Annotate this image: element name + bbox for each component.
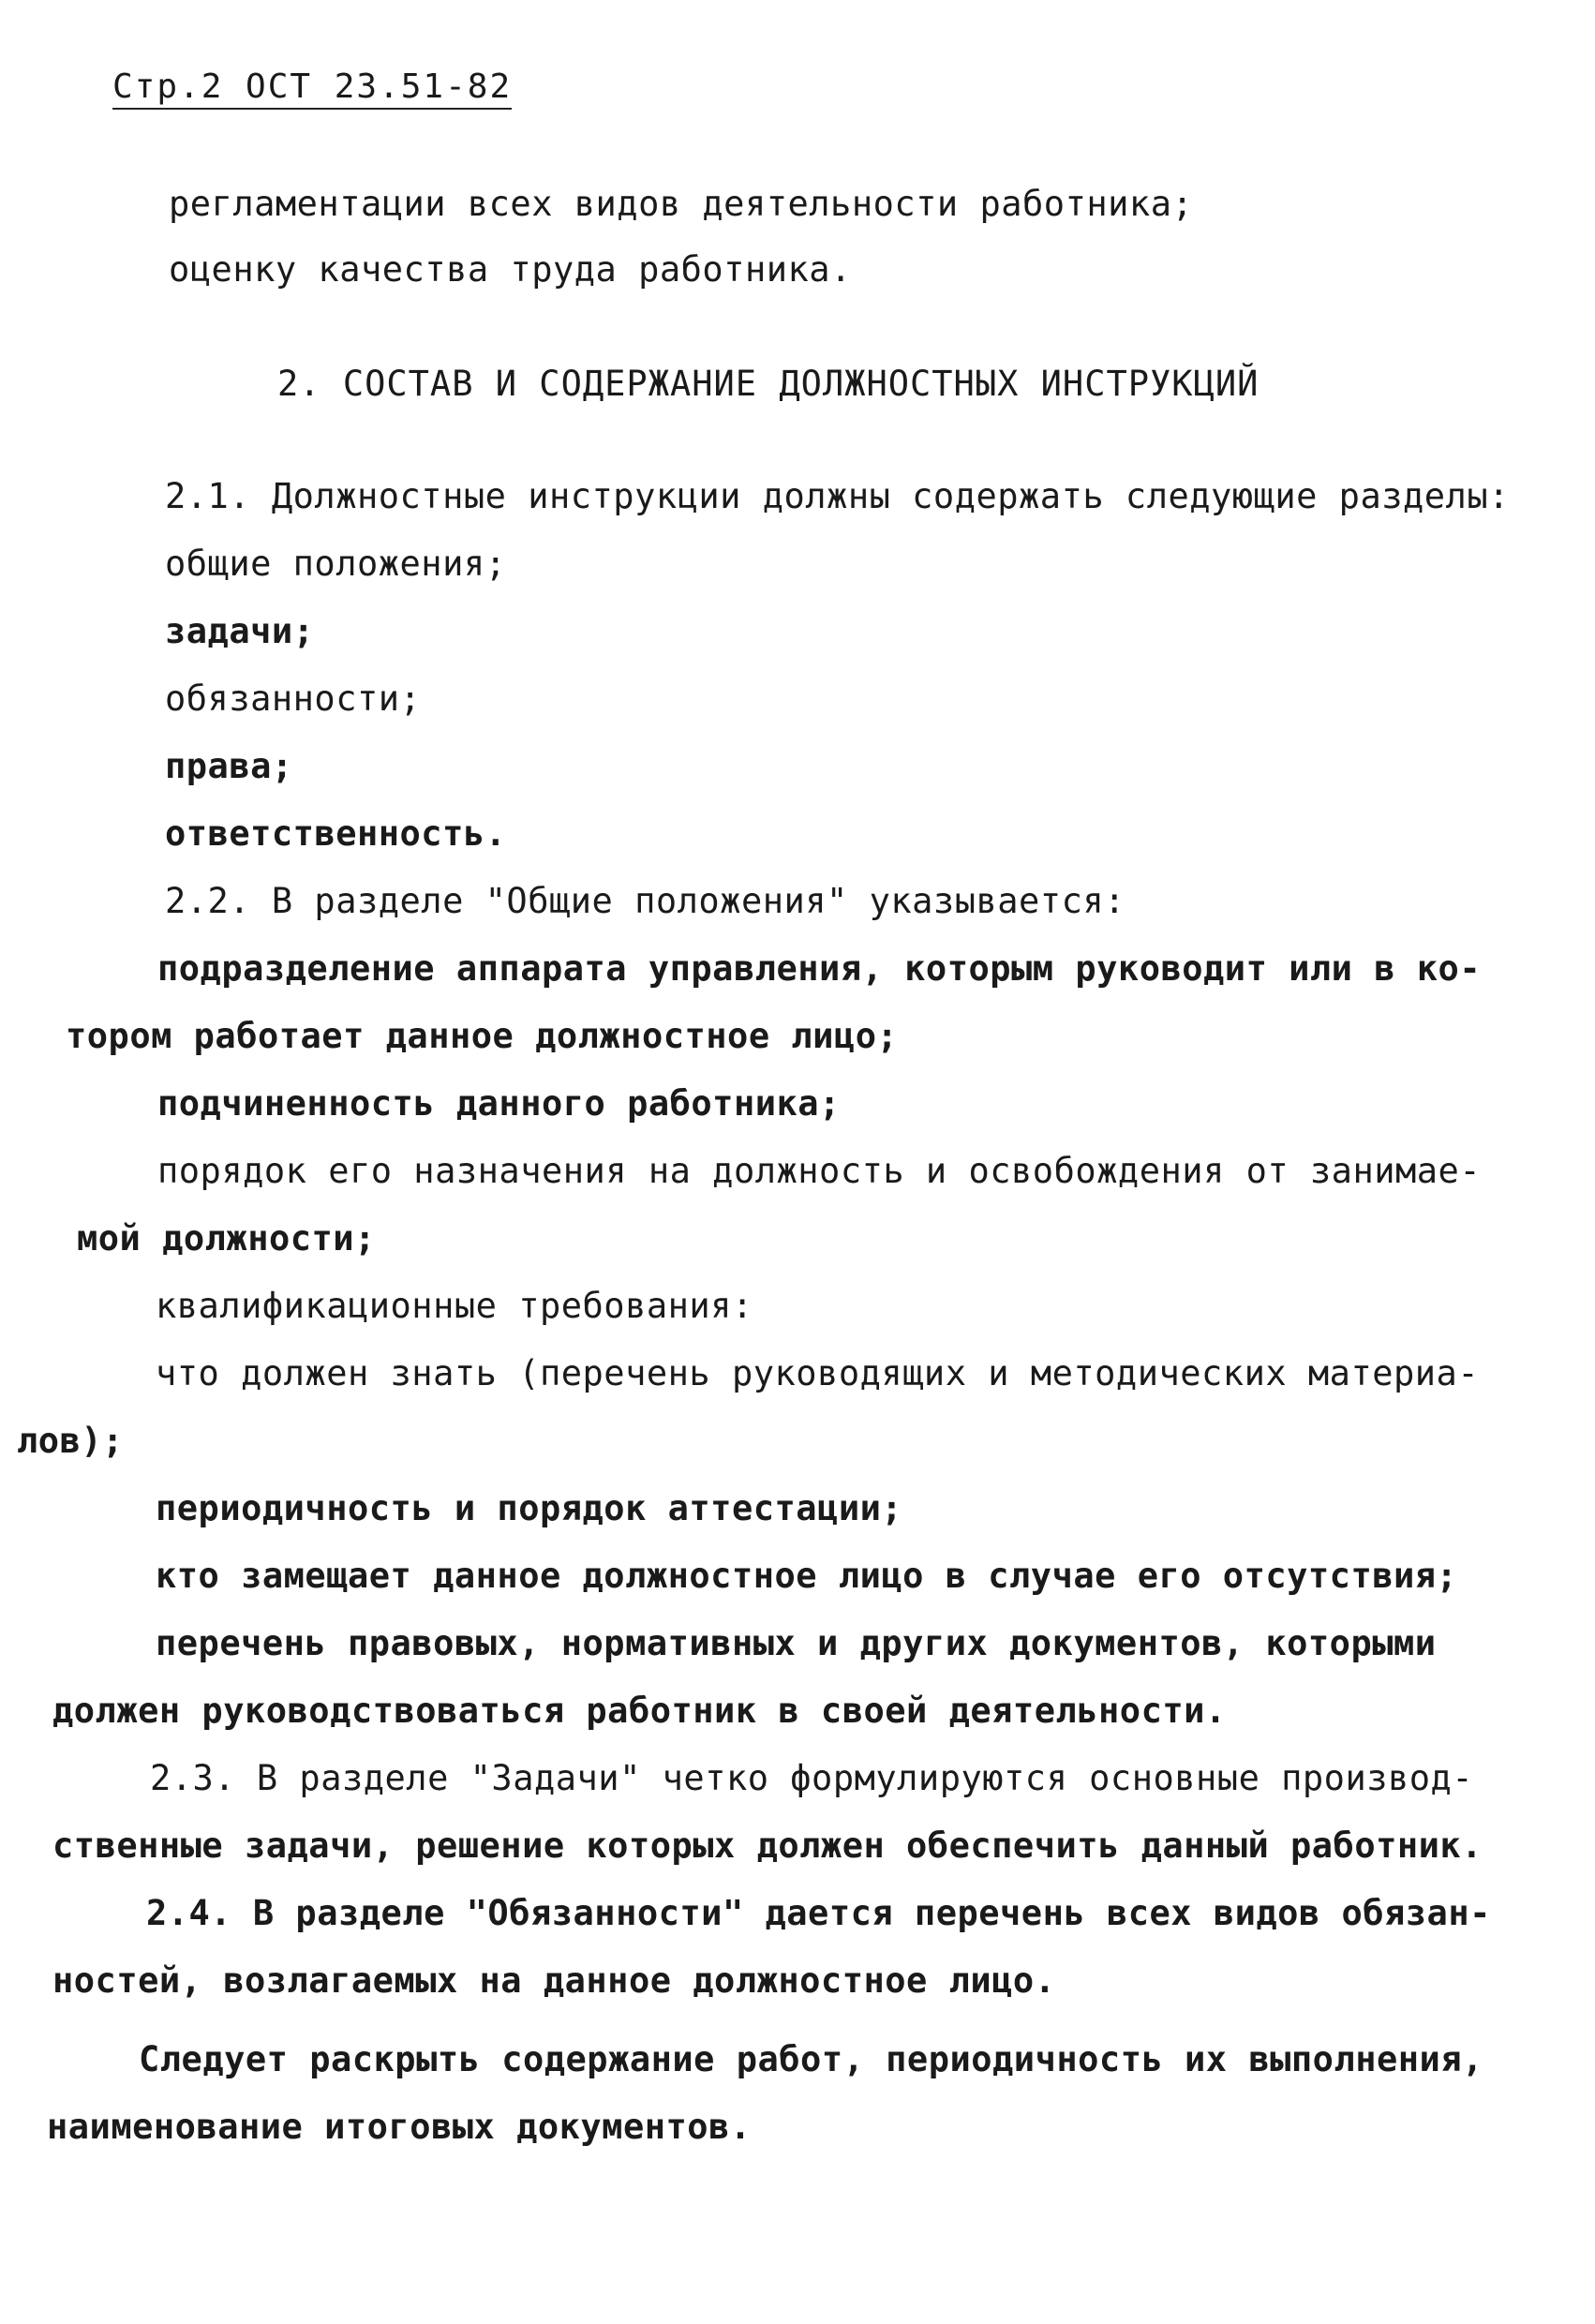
p22-line-3: подчиненность данного работника; [157, 1083, 841, 1124]
p21-item-2: задачи; [165, 611, 315, 651]
p22-line-12: должен руководствоваться работник в своей деятельности. [52, 1691, 1227, 1731]
p22-line-4: порядок его назначения на должность и освобождения от занимае- [157, 1151, 1482, 1191]
p21-item-1: общие положения; [165, 544, 507, 584]
p22-line-11: перечень правовых, нормативных и других документов, которыми [156, 1623, 1437, 1663]
page-header: Стр.2 ОСТ 23.51-82 [112, 67, 512, 110]
p22-line-1: подразделение аппарата управления, которым руководит или в ко- [157, 948, 1482, 989]
p22-line-6: квалификационные требования: [156, 1286, 753, 1326]
p24-line-4: наименование итоговых документов. [47, 2107, 752, 2147]
p21-text: 2.1. Должностные инструкции должны содержать следующие разделы: [165, 476, 1510, 516]
intro-line-1: регламентации всех видов деятельности работника; [169, 184, 1194, 224]
p22-line-7: что должен знать (перечень руководящих и методических материа- [156, 1353, 1480, 1393]
p24-line-1: 2.4. В разделе "Обязанности" дается перечень всех видов обязан- [146, 1893, 1491, 1933]
p23-line-1: 2.3. В разделе "Задачи" четко формулируются основные производ- [150, 1758, 1474, 1798]
p24-line-2: ностей, возлагаемых на данное должностное лицо. [52, 1960, 1056, 2001]
p22-line-5: мой должности; [77, 1218, 376, 1259]
p22-text: 2.2. В разделе "Общие положения" указывается: [165, 881, 1125, 921]
p22-line-9: периодичность и порядок аттестации; [156, 1488, 903, 1528]
p22-line-10: кто замещает данное должностное лицо в случае его отсутствия; [156, 1556, 1458, 1596]
p24-line-3: Следует раскрыть содержание работ, периодичность их выполнения, [139, 2039, 1483, 2079]
intro-line-2: оценку качества труда работника. [169, 249, 852, 290]
p21-item-5: ответственность. [165, 813, 507, 854]
p22-line-8: лов); [17, 1421, 124, 1461]
p21-item-4: права; [165, 746, 293, 786]
p22-line-2: тором работает данное должностное лицо; [66, 1016, 899, 1056]
p23-line-2: ственные задачи, решение которых должен обеспечить данный работник. [52, 1825, 1483, 1866]
p21-item-3: обязанности; [165, 678, 422, 719]
section-title: 2. СОСТАВ И СОДЕРЖАНИЕ ДОЛЖНОСТНЫХ ИНСТРУКЦИЙ [277, 364, 1260, 404]
